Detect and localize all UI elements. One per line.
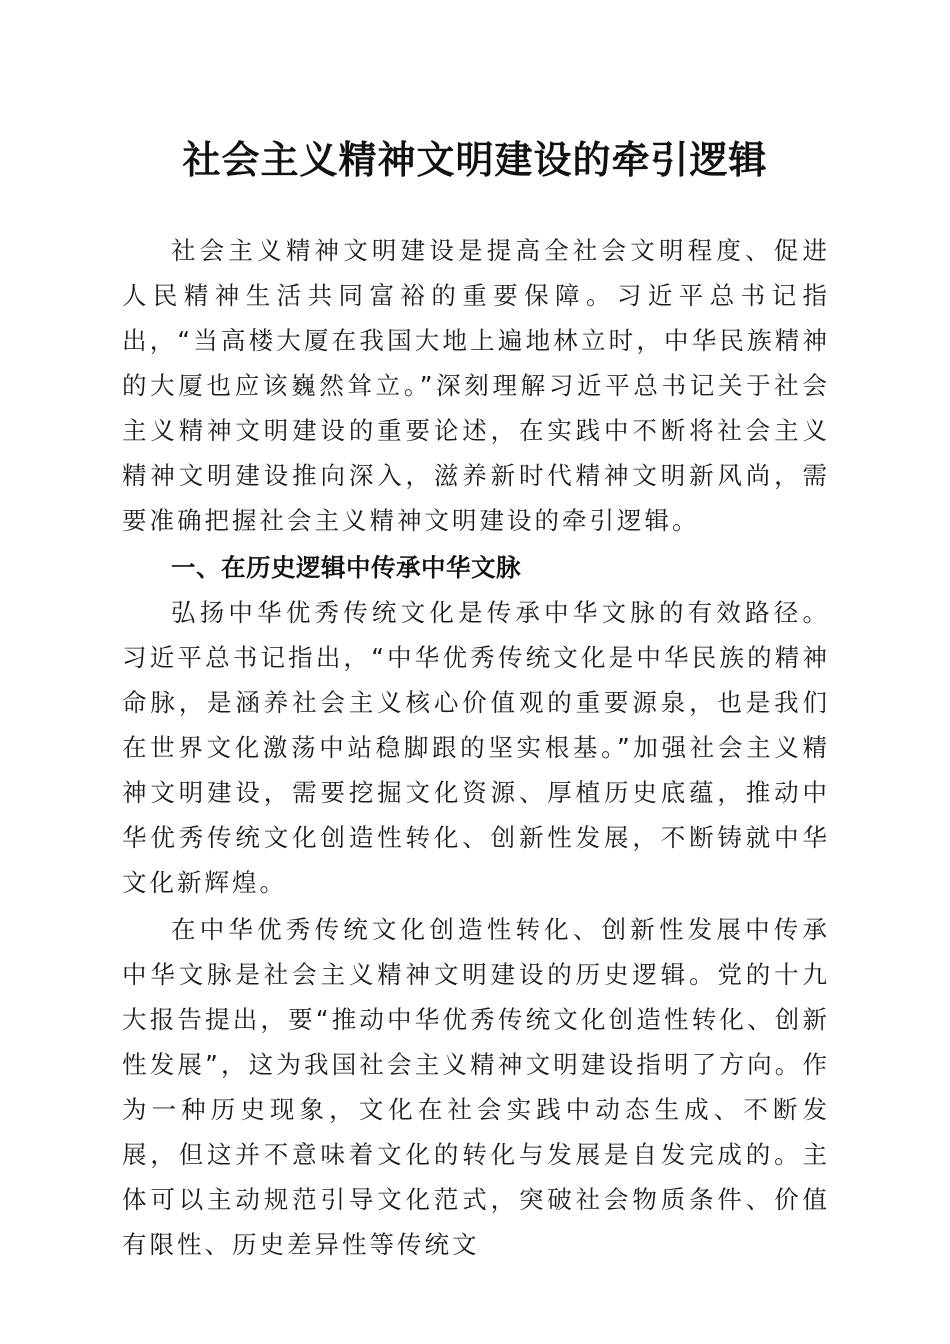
intro-paragraph: 社会主义精神文明建设是提高全社会文明程度、促进人民精神生活共同富裕的重要保障。习近平总书记指出，“当高楼大厦在我国大地上遍地林立时，中华民族精神的大厦也应该巍然耸立。”深刻理解习近平总书记关于社会主义精神文明建设的重要论述，在实践中不断将社会主义精神文明建设推向深入，滋养新时代精神文明新风尚，需要准确把握社会主义精神文明建设的牵引逻辑。 — [122, 236, 830, 535]
body-paragraph: 弘扬中华优秀传统文化是传承中华文脉的有效路径。习近平总书记指出，“中华优秀传统文化是中华民族的精神命脉，是涵养社会主义核心价值观的重要源泉，也是我们在世界文化激荡中站稳脚跟的坚实根基。”加强社会主义精神文明建设，需要挖掘文化资源、厚植历史底蕴，推动中华优秀传统文化创造性转化、创新性发展，不断铸就中华文化新辉煌。 — [122, 598, 830, 897]
document-title: 社会主义精神文明建设的牵引逻辑 — [182, 137, 768, 182]
section-heading: 一、在历史逻辑中传承中华文脉 — [171, 553, 521, 582]
document-body — [122, 228, 830, 1267]
body-paragraph: 在中华优秀传统文化创造性转化、创新性发展中传承中华文脉是社会主义精神文明建设的历史逻辑。党的十九大报告提出，要“推动中华优秀传统文化创造性转化、创新性发展”，这为我国社会主义精神文明建设指明了方向。作为一种历史现象，文化在社会实践中动态生成、不断发展，但这并不意味着文化的转化与发展是自发完成的。主体可以主动规范引导文化范式，突破社会物质条件、价值有限性、历史差异性等传统文 — [122, 915, 830, 1259]
